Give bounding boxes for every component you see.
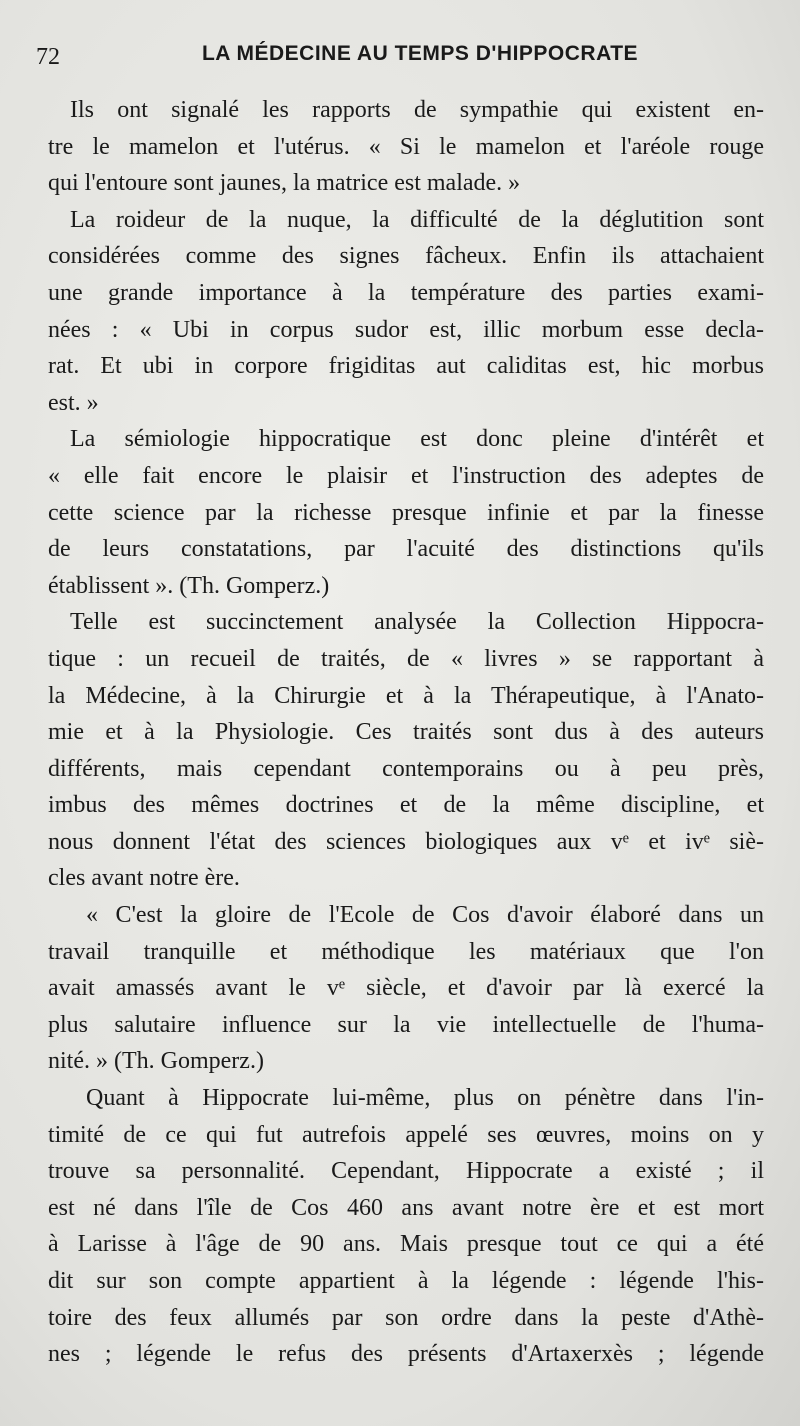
page-header — [30, 40, 770, 74]
text-line: considérées comme des signes fâcheux. Enfin ils attachaient — [48, 243, 764, 270]
text-line: dit sur son compte appartient à la légende : légende l'his- — [48, 1268, 764, 1294]
text-line: tique : un recueil de traités, de « livres » se rapportant à — [48, 645, 764, 672]
text-line: la Médecine, à la Chirurgie et à la Thérapeutique, à l'Anato- — [48, 682, 764, 709]
text-line: est né dans l'île de Cos 460 ans avant notre ère et est mort — [48, 1194, 764, 1221]
text-line: nité. » (Th. Gomperz.) — [48, 1048, 264, 1075]
page-number: 72 — [36, 44, 60, 70]
text-line: rat. Et ubi in corpore frigiditas aut caliditas est, hic morbus — [48, 353, 764, 380]
text-line: nous donnent l'état des sciences biologiques aux vᵉ et ivᵉ siè- — [48, 828, 764, 855]
text-line: trouve sa personnalité. Cependant, Hippocrate a existé ; il — [48, 1158, 764, 1185]
text-line: timité de ce qui fut autrefois appelé ses œuvres, moins on y — [48, 1121, 764, 1148]
text-line: cles avant notre ère. — [48, 865, 240, 892]
text-line: toire des feux allumés par son ordre dans la peste d'Athè- — [48, 1304, 764, 1331]
text-line: imbus des mêmes doctrines et de la même discipline, et — [48, 792, 764, 819]
text-line: qui l'entoure sont jaunes, la matrice est malade. » — [48, 170, 521, 197]
text-line: Ils ont signalé les rapports de sympathie qui existent en- — [70, 97, 764, 123]
body-text — [48, 92, 764, 1373]
text-line: une grande importance à la température des parties exami- — [48, 279, 764, 306]
running-title: LA MÉDECINE AU TEMPS D'HIPPOCRATE — [201, 42, 639, 65]
text-line: avait amassés avant le vᵉ siècle, et d'avoir par là exercé la — [48, 975, 764, 1002]
text-line: mie et à la Physiologie. Ces traités sont dus à des auteurs — [48, 719, 764, 746]
text-line: cette science par la richesse presque infinie et par la finesse — [48, 499, 764, 526]
text-line: différents, mais cependant contemporains ou à peu près, — [48, 755, 764, 782]
text-line: « elle fait encore le plaisir et l'instruction des adeptes de — [48, 462, 764, 489]
text-line: nes ; légende le refus des présents d'Artaxerxès ; légende — [48, 1341, 764, 1368]
text-line: établissent ». (Th. Gomperz.) — [48, 572, 330, 599]
text-line: travail tranquille et méthodique les matériaux que l'on — [48, 938, 764, 965]
text-line: tre le mamelon et l'utérus. « Si le mamelon et l'aréole rouge — [48, 133, 764, 160]
text-line: est. » — [48, 389, 99, 416]
text-line: Telle est succinctement analysée la Collection Hippocra- — [70, 609, 764, 636]
text-line: Quant à Hippocrate lui-même, plus on pénètre dans l'in- — [86, 1085, 764, 1112]
text-line: nées : « Ubi in corpus sudor est, illic morbum esse decla- — [48, 316, 764, 343]
text-line: à Larisse à l'âge de 90 ans. Mais presque tout ce qui a été — [48, 1231, 764, 1258]
text-line: plus salutaire influence sur la vie intellectuelle de l'huma- — [48, 1011, 764, 1038]
text-line: « C'est la gloire de l'Ecole de Cos d'avoir élaboré dans un — [86, 902, 764, 929]
text-line: La roideur de la nuque, la difficulté de la déglutition sont — [70, 206, 764, 233]
text-line: de leurs constatations, par l'acuité des distinctions qu'ils — [48, 536, 764, 563]
text-line: La sémiologie hippocratique est donc pleine d'intérêt et — [70, 426, 764, 453]
